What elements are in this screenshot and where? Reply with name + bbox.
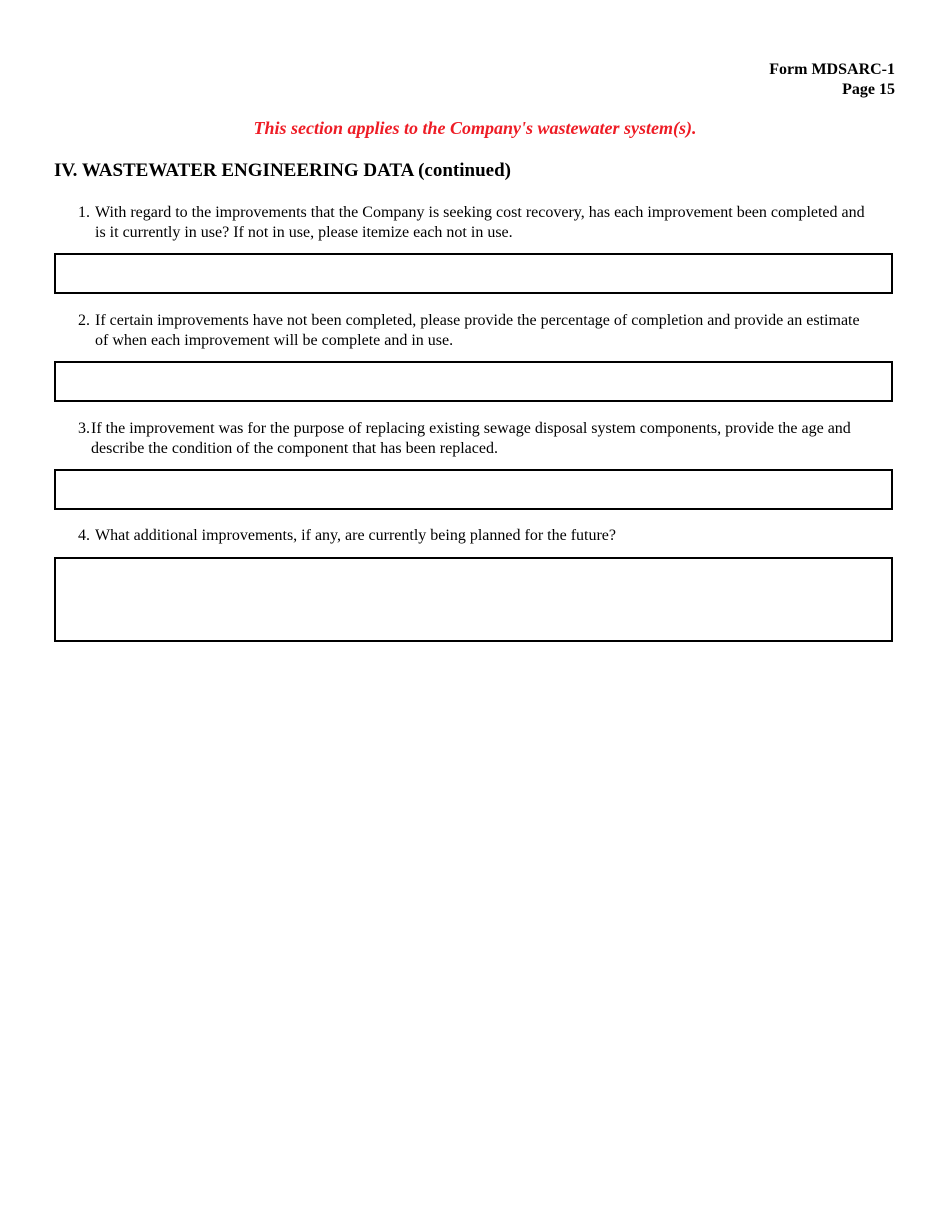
form-id: Form MDSARC-1 [769,61,895,78]
answer-field-1[interactable] [54,253,893,294]
answer-field-3[interactable] [54,469,893,510]
question-text: What additional improvements, if any, are currently being planned for the future? [95,527,616,544]
question-3 [78,419,868,459]
question-text: If the improvement was for the purpose of replacing existing sewage disposal system components, provide the age and describe the condition of the component that has been replaced. [91,420,851,457]
section-notice: This section applies to the Company's wastewater system(s). [253,118,697,138]
page-number: Page 15 [842,81,895,98]
answer-field-2[interactable] [54,361,893,402]
section-title: IV. WASTEWATER ENGINEERING DATA (continued) [54,160,511,181]
question-text: If certain improvements have not been completed, please provide the percentage of completion and provide an estimate of when each improvement will be complete and in use. [95,312,860,349]
question-1 [78,203,868,243]
question-number: 4. [78,527,90,544]
question-2 [78,311,868,351]
question-number: 3. [78,420,90,437]
answer-field-4[interactable] [54,557,893,642]
question-number: 2. [78,312,90,329]
form-header [769,60,895,100]
question-4 [78,526,868,546]
question-text: With regard to the improvements that the Company is seeking cost recovery, has each improvement been completed and is it currently in use? If not in use, please itemize each not in use. [95,204,865,241]
question-number: 1. [78,204,90,221]
